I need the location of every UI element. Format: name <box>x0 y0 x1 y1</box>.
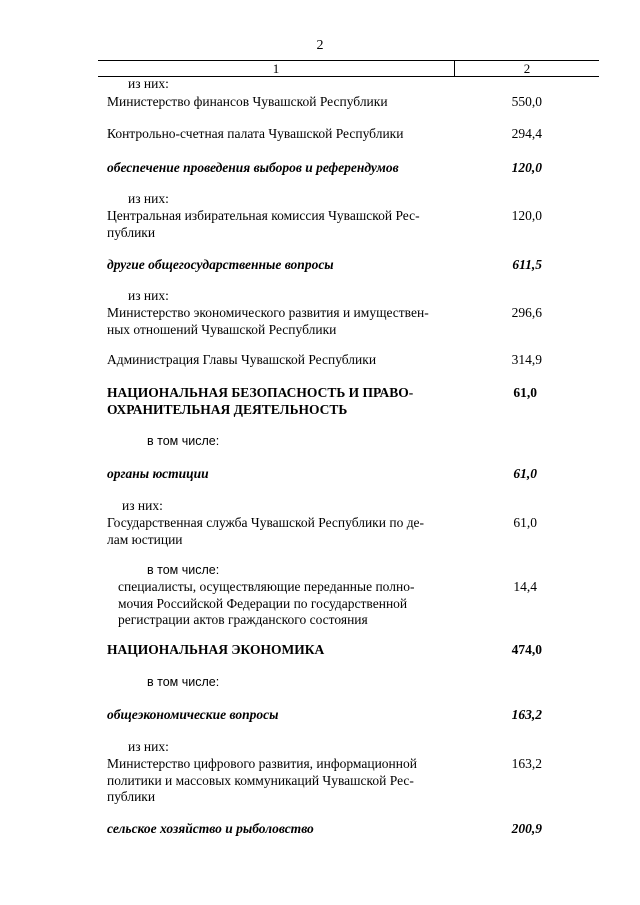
row-name-line: публики <box>107 224 156 240</box>
row-subheading: из них: <box>128 739 169 754</box>
row-value: 61,0 <box>513 385 537 400</box>
row-value: 474,0 <box>511 642 542 657</box>
row-value: 120,0 <box>511 160 542 175</box>
row-name: органы юстиции <box>107 466 209 481</box>
row-name: Администрация Главы Чувашской Республики <box>107 352 377 367</box>
row-name <box>107 305 447 338</box>
row-value: 61,0 <box>513 466 537 481</box>
row-value: 14,4 <box>513 579 537 594</box>
row-value: 163,2 <box>511 756 542 771</box>
row-value: 296,6 <box>511 305 542 320</box>
row-value: 163,2 <box>511 707 542 722</box>
row-name-line: специалисты, осуществляющие переданные полно- <box>118 579 415 594</box>
row-name: НАЦИОНАЛЬНАЯ ЭКОНОМИКА <box>107 642 325 657</box>
header-col-2: 2 <box>523 61 531 76</box>
row-name-line: мочия Российской Федерации по государственной <box>118 595 408 611</box>
row-subheading: из них: <box>128 76 169 91</box>
row-name <box>118 579 447 629</box>
row-subheading: в том числе: <box>147 434 220 448</box>
row-name-line: НАЦИОНАЛЬНАЯ БЕЗОПАСНОСТЬ И ПРАВО- <box>107 385 414 400</box>
row-name-line: Министерство цифрового развития, информационной <box>107 756 417 771</box>
row-subheading: в том числе: <box>147 675 220 689</box>
row-name-line: политики и массовых коммуникаций Чувашской Рес- <box>107 772 414 788</box>
row-value: 314,9 <box>511 352 542 367</box>
row-name-line: ОХРАНИТЕЛЬНАЯ ДЕЯТЕЛЬНОСТЬ <box>107 401 348 417</box>
row-name: Министерство финансов Чувашской Республики <box>107 94 388 109</box>
row-name <box>107 515 447 548</box>
row-name: другие общегосударственные вопросы <box>107 257 334 272</box>
table-header <box>98 60 599 77</box>
row-name <box>107 208 447 241</box>
row-name-line: регистрации актов гражданского состояния <box>118 612 368 627</box>
row-name-line: лам юстиции <box>107 531 183 547</box>
row-name <box>107 756 447 806</box>
row-value: 200,9 <box>511 821 542 836</box>
row-subheading: из них: <box>128 288 169 303</box>
page-number: 2 <box>316 38 324 53</box>
row-value: 61,0 <box>513 515 537 530</box>
header-col-1: 1 <box>98 61 455 76</box>
row-name: обеспечение проведения выборов и референдумов <box>107 160 399 175</box>
row-name-line: Министерство экономического развития и имуществен- <box>107 305 429 320</box>
row-name <box>107 385 447 418</box>
row-value: 294,4 <box>511 126 542 141</box>
row-name-line: Центральная избирательная комиссия Чувашской Рес- <box>107 208 420 223</box>
row-value: 120,0 <box>511 208 542 223</box>
row-name-line: Государственная служба Чувашской Республики по де- <box>107 515 425 530</box>
row-subheading: из них: <box>122 498 163 513</box>
row-value: 611,5 <box>512 257 542 272</box>
row-name: общеэкономические вопросы <box>107 707 279 722</box>
row-name-line: публики <box>107 789 156 804</box>
row-name-line: ных отношений Чувашской Республики <box>107 321 337 337</box>
row-value: 550,0 <box>511 94 542 109</box>
row-subheading: в том числе: <box>147 563 220 577</box>
row-name: Контрольно-счетная палата Чувашской Республики <box>107 126 404 141</box>
row-name: сельское хозяйство и рыболовство <box>107 821 314 836</box>
row-subheading: из них: <box>128 191 169 206</box>
